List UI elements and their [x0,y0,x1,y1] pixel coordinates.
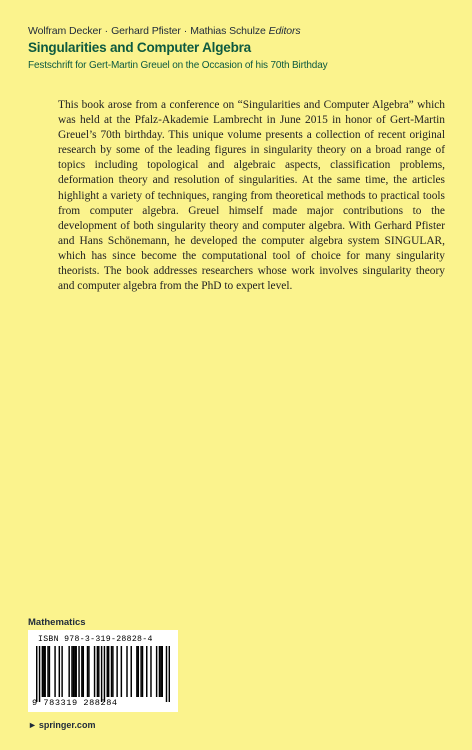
arrow-right-icon: ► [28,719,37,730]
book-title: Singularities and Computer Algebra [28,40,251,55]
editor-name: Gerhard Pfister [111,25,181,37]
barcode-bar [108,646,109,697]
subject-category: Mathematics [28,617,86,628]
book-subtitle: Festschrift for Gert-Martin Greuel on the Occasion of his 70th Birthday [28,60,328,71]
barcode-bar [146,646,147,697]
barcode-bar [150,646,151,697]
barcode-bar [43,646,44,697]
barcode-bar [49,646,50,697]
separator: · [183,25,188,37]
barcode-bar [81,646,82,697]
editor-name: Mathias Schulze [190,25,266,37]
barcode-digits: 9 783319 288284 [32,698,118,708]
barcode-panel [28,630,178,712]
isbn-label: ISBN 978-3-319-28828-4 [38,635,153,644]
barcode-bar [136,646,137,697]
barcode-bar [44,646,45,697]
barcode-bar [98,646,99,697]
barcode-bar [97,646,98,697]
website-label: springer.com [38,720,96,730]
editor-name: Wolfram Decker [28,25,102,37]
barcode-bar [116,646,117,697]
barcode-bar [47,646,48,697]
barcode-bar [74,646,75,697]
barcode-bar [159,646,160,697]
book-description: This book arose from a conference on “Singularities and Computer Algebra” which was held at the Pfalz-Akademie Lambrecht in June 2015 in honor of Gert-Martin Greuel’s 70th birthday. This unique volume presents a collection of recent original research by some of the leading figures in singularity theory on a broad range of topics including topological and algebraic aspects, classification problems, deformation theory and resolution of singularities. At the same time, the articles highlight a variety of techniques, ranging from theoretical methods to practical tools from computer algebra. Greuel himself made major contributions to the development of both singularity theory and computer algebra. With Gerhard Pfister and Hans Schönemann, he developed the computer algebra system SINGULAR, which has since become the computational tool of choice for many singularity theorists. The book addresses researchers whose work involves singularity theory and computer algebra from the PhD to expert level. [58,99,445,293]
barcode-bar [166,646,167,702]
barcode-bar [111,646,112,697]
barcode-bar [140,646,141,697]
barcode-bar [156,646,157,697]
barcode-bar [88,646,89,697]
barcode-bar [138,646,139,697]
barcode-bar [101,646,102,702]
barcode-bar [160,646,161,697]
barcode-bar [61,646,62,697]
barcode-bar [126,646,127,697]
barcode-bar [104,646,105,702]
barcode-bar [78,646,79,697]
barcode-bar [131,646,132,697]
barcode-bar [94,646,95,697]
barcode-bar [71,646,72,697]
publisher-website[interactable] [28,720,95,730]
barcode-bar [39,646,40,702]
barcode-bar [169,646,170,702]
barcode-bar [75,646,76,697]
barcode-bar [73,646,74,697]
barcode-bar [83,646,84,697]
barcode-bar [112,646,113,697]
barcode-image [36,646,170,702]
editors-role: Editors [268,25,301,37]
barcode-bar [142,646,143,697]
barcode-bar [87,646,88,697]
editors-line [28,25,448,37]
barcode-bar [107,646,108,697]
barcode-bar [42,646,43,697]
barcode-bar [68,646,69,697]
barcode-bar [121,646,122,697]
separator: · [104,25,109,37]
barcode-bar [36,646,37,702]
barcode-bar [59,646,60,697]
barcode-bar [162,646,163,697]
barcode-bar [54,646,55,697]
